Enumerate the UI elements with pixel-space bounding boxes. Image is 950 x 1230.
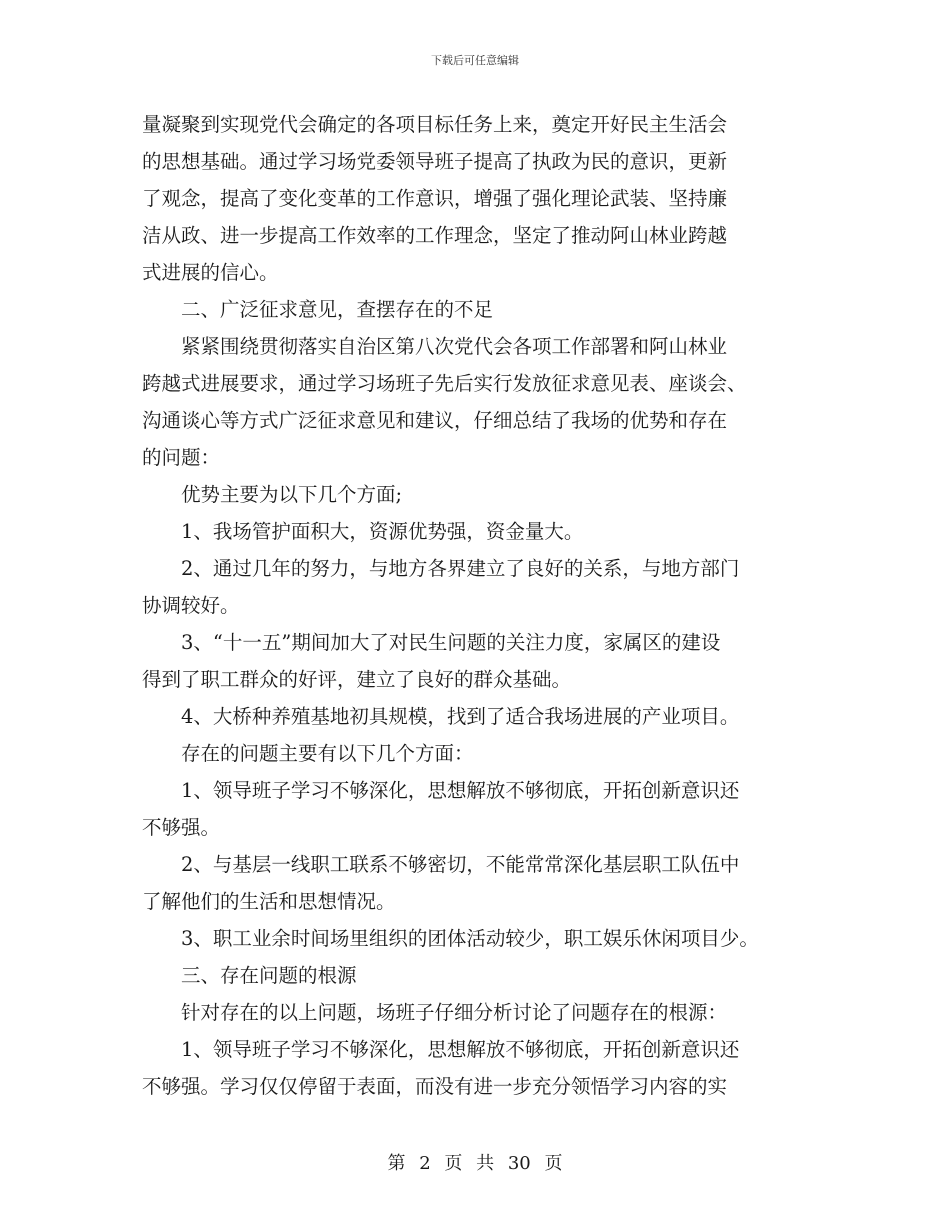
text-line: 紧紧围绕贯彻落实自治区第八次党代会各项工作部署和阿山林业 — [142, 335, 728, 358]
document-body — [142, 112, 842, 1111]
list-item: 1、我场管护面积大，资源优势强，资金量大。 — [142, 520, 584, 543]
text-line: 了观念，提高了变化变革的工作意识，增强了强化理论武装、坚持廉 — [142, 187, 728, 210]
header-note: 下载后可任意编辑 — [431, 54, 519, 67]
text-line: 洁从政、进一步提高工作效率的工作理念，坚定了推动阿山林业跨越 — [142, 224, 728, 247]
text-line: 协调较好。 — [142, 594, 240, 617]
text-line: 的思想基础。通过学习场党委领导班子提高了执政为民的意识，更新 — [142, 150, 728, 173]
list-item: 4、大桥种养殖基地初具规模，找到了适合我场进展的产业项目。 — [142, 705, 740, 728]
list-item: 2、与基层一线职工联系不够密切，不能常常深化基层职工队伍中 — [142, 853, 740, 876]
text-line: 了解他们的生活和思想情况。 — [142, 890, 396, 913]
text-line: 存在的问题主要有以下几个方面： — [142, 742, 474, 765]
list-item: 3、职工业余时间场里组织的团体活动较少，职工娱乐休闲项目少。 — [142, 927, 759, 950]
text-line: 量凝聚到实现党代会确定的各项目标任务上来，奠定开好民主生活会 — [142, 113, 728, 136]
text-line: 不够强。学习仅仅停留于表面，而没有进一步充分领悟学习内容的实 — [142, 1075, 728, 1098]
page-number: 第 2 页 共 30 页 — [387, 1153, 563, 1174]
section-heading: 二、广泛征求意见，查摆存在的不足 — [142, 298, 494, 321]
list-item: 3、“十一五”期间加大了对民生问题的关注力度，家属区的建设 — [142, 631, 721, 654]
list-item: 1、领导班子学习不够深化，思想解放不够彻底，开拓创新意识还 — [142, 1038, 740, 1061]
text-line: 式进展的信心。 — [142, 261, 279, 284]
text-line: 的问题： — [142, 446, 221, 469]
page-header — [0, 54, 950, 68]
text-line: 得到了职工群众的好评，建立了良好的群众基础。 — [142, 668, 572, 691]
text-line: 优势主要为以下几个方面; — [142, 483, 403, 506]
list-item: 1、领导班子学习不够深化，思想解放不够彻底，开拓创新意识还 — [142, 779, 740, 802]
text-line: 跨越式进展要求，通过学习场班子先后实行发放征求意见表、座谈会、 — [142, 372, 747, 395]
text-line: 不够强。 — [142, 816, 221, 839]
section-heading: 三、存在问题的根源 — [142, 964, 357, 987]
page-footer — [0, 1152, 950, 1176]
text-line: 针对存在的以上问题，场班子仔细分析讨论了问题存在的根源： — [142, 1001, 728, 1024]
list-item: 2、通过几年的努力，与地方各界建立了良好的关系，与地方部门 — [142, 557, 740, 580]
text-line: 沟通谈心等方式广泛征求意见和建议，仔细总结了我场的优势和存在 — [142, 409, 728, 432]
